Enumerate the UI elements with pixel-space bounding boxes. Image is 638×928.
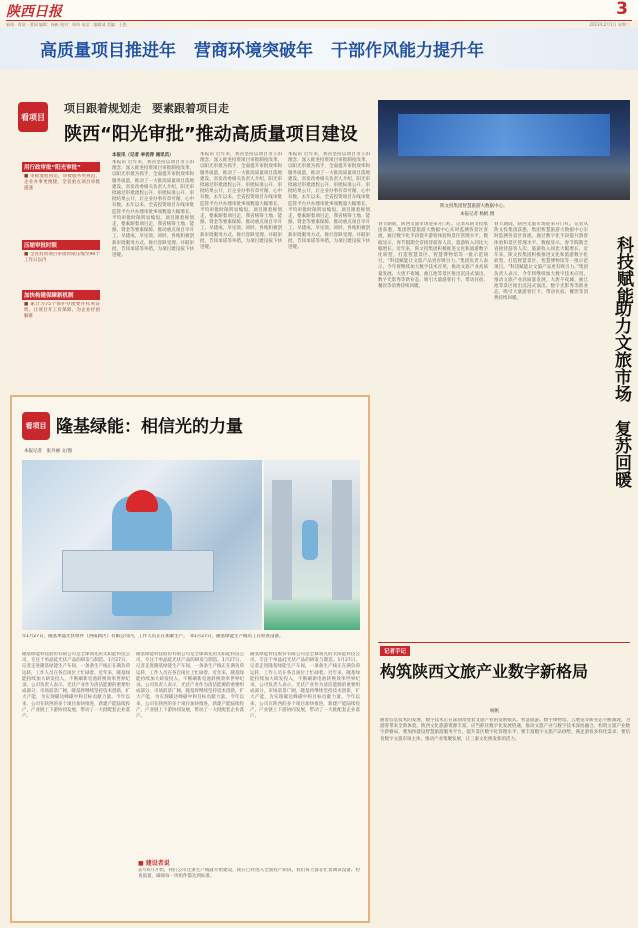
production-line-photo-2	[264, 460, 360, 630]
production-line-photo-1	[22, 460, 262, 630]
article2-body-col2: 隆基绿能科技股份有限公司是全球领先的太阳能科技公司，专注于单晶硅光伏产品的研发与制造。1月27日，记者走进隆基绿能生产车间，一条条生产线正在满负荷运转，工作人员在各自岗位上忙碌着。近年来，隆基绿能持续加大研发投入，不断刷新电池转换效率世界纪录。公司负责人表示，光伏产业作为清洁能源的重要组成部分，市场前景广阔，隆基将继续坚持技术创新，扩大产能，为实现碳达峰碳中和目标贡献力量。今年以来，公司在陕西的多个项目加快推进，新建产能陆续投产，产业链上下游协同发展，带动了一大批配套企业落户。	[136, 652, 244, 720]
article1-body-col1: 本报讯 近年来，我省坚持以项目为王的理念，深入推进投资项目审批制度改革，以阳光审批为抓手，全面提升审批效率和服务质量，推动了一大批高质量项目落地建设。省发改委相关负责人介绍，阳光审批通过审批流程公开、审批标准公开、审批结果公开，让企业办事有章可循、心中有数。去年以来，全省投资项目在线审批监管平台共办理审批事项数量大幅增长，平均审批时限明显缩短。项目跟着规划走，要素跟着项目走，我省统筹土地、能源、资金等要素保障，推动重点项目早开工、早建成、早见效。同时，各地积极创新审批服务方式，推行容缺受理、并联审批、告知承诺等举措，为项目建设按下快进键。	[112, 160, 194, 259]
article2-body-col3: 隆基绿能科技股份有限公司是全球领先的太阳能科技公司，专注于单晶硅光伏产品的研发与制造。1月27日，记者走进隆基绿能生产车间，一条条生产线正在满负荷运转，工作人员在各自岗位上忙碌着。近年来，隆基绿能持续加大研发投入，不断刷新电池转换效率世界纪录。公司负责人表示，光伏产业作为清洁能源的重要组成部分，市场前景广阔，隆基将继续坚持技术创新，扩大产能，为实现碳达峰碳中和目标贡献力量。今年以来，公司在陕西的多个项目加快推进，新建产能陆续投产，产业链上下游协同发展，带动了一大批配套企业落户。	[250, 652, 360, 720]
bigdata-center-photo	[378, 100, 630, 200]
article2-body-col1: 隆基绿能科技股份有限公司是全球领先的太阳能科技公司，专注于单晶硅光伏产品的研发与制造。1月27日，记者走进隆基绿能生产车间，一条条生产线正在满负荷运转，工作人员在各自岗位上忙碌着。近年来，隆基绿能持续加大研发投入，不断刷新电池转换效率世界纪录。公司负责人表示，光伏产业作为清洁能源的重要组成部分，市场前景广阔，隆基将继续坚持技术创新，扩大产能，为实现碳达峰碳中和目标贡献力量。今年以来，公司在陕西的多个项目加快推进，新建产能陆续投产，产业链上下游协同发展，带动了一大批配套企业落户。	[22, 652, 130, 720]
sidebar-box3-text: ■ 累计为75个保护办理要件权利证明，让项目开工有保障，为企业纾困解难	[24, 302, 100, 320]
article3-title-line3: 复苏回暖	[611, 420, 631, 488]
article2-caption: ①1月27日，隆基单晶光伏组件（西咸新区）有限公司内，工作人员正在加紧生产。 ②1月27日，隆基绿能生产线员工在检查设备。	[22, 634, 284, 639]
subhead-icon: ■	[138, 860, 144, 867]
photo-credit-top: 本报记者 杨帆 摄	[460, 212, 495, 217]
article2-title: 隆基绿能：相信光的力量	[56, 417, 243, 437]
banner-slogan-2: 营商环境突破年	[194, 41, 313, 61]
sidebar-box1-text: ■ 审批流程再造，审批服务更规范，企业办事更便捷，全省重点项目审批提速	[24, 174, 100, 192]
masthead-info: 新闻 · 时政 · 要闻 编辑：杨帆 校对：周伟 电话：编辑部 美编：王艳	[6, 22, 127, 27]
article1-title: 陕西“阳光审批”推动高质量项目建设	[64, 124, 358, 145]
article2-sub-body: 去年6月开始，我们公司这条生产线就开始建设，现在已经进入全面投产阶段。我们每天都在忙着调试设备、检查质量，确保每一块组件都达到标准。	[138, 868, 360, 880]
article1-body-col3: 本报讯 近年来，我省坚持以项目为王的理念，深入推进投资项目审批制度改革，以阳光审批为抓手，全面提升审批效率和服务质量，推动了一大批高质量项目落地建设。省发改委相关负责人介绍，阳光审批通过审批流程公开、审批标准公开、审批结果公开，让企业办事有章可循、心中有数。去年以来，全省投资项目在线审批监管平台共办理审批事项数量大幅增长，平均审批时限明显缩短。项目跟着规划走，要素跟着项目走，我省统筹土地、能源、资金等要素保障，推动重点项目早开工、早建成、早见效。同时，各地积极创新审批服务方式，推行容缺受理、并联审批、告知承诺等举措，为项目建设按下快进键。	[288, 152, 370, 251]
worker-figure-2	[302, 520, 318, 560]
article2-byline: 本报记者 张丹丽 文/图	[24, 449, 72, 454]
article3-title-3	[600, 420, 630, 488]
article1-pretitle: 项目跟着规划走 要素跟着项目走	[64, 102, 229, 115]
banner-slogan-3: 干部作风能力提升年	[331, 41, 484, 61]
article3-title	[594, 236, 632, 304]
article3-title-2	[600, 300, 630, 402]
article4-byline: 杨帆	[490, 709, 499, 714]
masthead	[0, 0, 638, 20]
banner-slogan-1: 高质量项目推进年	[40, 41, 176, 61]
article3-body-col2: 春节期间，陕西文旅市场迎来开门红。记者从陕文投集团获悉，集团智慧旅游大数据中心实时监测各景区客流，通过数字化手段提升游客体验和景区管理水平。数据显示，春节假期全省接待游客人次、旅游收入同比大幅增长。近年来，陕文投集团积极推进文化和旅游数字化转型，打造智慧景区、智慧博物馆等一批示范项目。“科技赋能让文旅产品更有吸引力。”集团负责人表示，今年将继续加大数字技术应用，推动文旅产业高质量发展。大唐不夜城、曲江池等景区推出沉浸式演出、数字光影秀等新业态，吸引大量游客打卡，带动住宿、餐饮等消费持续回暖。	[494, 222, 588, 302]
article2-subhead: ■ 建设者说	[138, 860, 170, 867]
masthead-logo: 陕西日报	[6, 4, 62, 20]
photo-caption-top: 陕文投集团智慧旅游大数据中心。	[440, 204, 508, 209]
page-number: 3	[616, 0, 628, 19]
sidebar-box2-title: 压缩审批时限	[22, 240, 100, 250]
article3-body-col1: 春节期间，陕西文旅市场迎来开门红。记者从陕文投集团获悉，集团智慧旅游大数据中心实时监测各景区客流，通过数字化手段提升游客体验和景区管理水平。数据显示，春节假期全省接待游客人次、旅游收入同比大幅增长。近年来，陕文投集团积极推进文化和旅游数字化转型，打造智慧景区、智慧博物馆等一批示范项目。“科技赋能让文旅产品更有吸引力。”集团负责人表示，今年将继续加大数字技术应用，推动文旅产业高质量发展。大唐不夜城、曲江池等景区推出沉浸式演出、数字光影秀等新业态，吸引大量游客打卡，带动住宿、餐饮等消费持续回暖。	[378, 222, 488, 290]
masthead-date: 2023年2月1日 星期三	[589, 22, 630, 27]
article4-title: 构筑陕西文旅产业数字新格局	[380, 662, 589, 681]
worker-helmet	[126, 490, 158, 512]
article1-kicker: 看项目	[18, 102, 48, 132]
panel-frame	[62, 550, 214, 592]
article1-sidebar	[18, 150, 104, 390]
article3-title-line1: 科技赋能	[613, 236, 633, 304]
article2-kicker: 看项目	[22, 412, 50, 440]
article1-byline: 本报讯（记者 李优萍 通讯员）	[112, 153, 174, 158]
article4-body: 随着信息技术的发展，数字技术正在深刻改变着文旅产业的发展模式。智慧旅游、数字博物馆、云展览等新业态不断涌现，为游客带来全新体验。陕西文化旅游资源丰富，应当抓住数字化发展机遇，推动文旅产业与数字技术深度融合，构筑文旅产业数字新格局。要加快建设智慧旅游服务平台，提升景区数字化管理水平；要丰富数字文旅产品供给，满足游客多样化需求；要培育数字文旅市场主体，推动产业集聚发展，让三秦文化焕发新的活力。	[380, 718, 630, 742]
sidebar-box2-text: ■ 全省投资项目审批时限压缩至90个工作日以内	[24, 252, 100, 264]
masthead-rule	[6, 20, 632, 21]
sidebar-box1-title: 用行政审批“阳光审批”	[22, 162, 100, 172]
slogan-banner	[0, 28, 638, 70]
article1-body-col2: 本报讯 近年来，我省坚持以项目为王的理念，深入推进投资项目审批制度改革，以阳光审批为抓手，全面提升审批效率和服务质量，推动了一大批高质量项目落地建设。省发改委相关负责人介绍，阳光审批通过审批流程公开、审批标准公开、审批结果公开，让企业办事有章可循、心中有数。去年以来，全省投资项目在线审批监管平台共办理审批事项数量大幅增长，平均审批时限明显缩短。项目跟着规划走，要素跟着项目走，我省统筹土地、能源、资金等要素保障，推动重点项目早开工、早建成、早见效。同时，各地积极创新审批服务方式，推行容缺受理、并联审批、告知承诺等举措，为项目建设按下快进键。	[200, 152, 282, 251]
article3-title-line2: 助力文旅市场	[611, 300, 631, 402]
sidebar-box3-title: 加快构建保障新机制	[22, 290, 100, 300]
article4-rule	[378, 642, 630, 643]
article4-tag: 记者手记	[380, 646, 410, 656]
